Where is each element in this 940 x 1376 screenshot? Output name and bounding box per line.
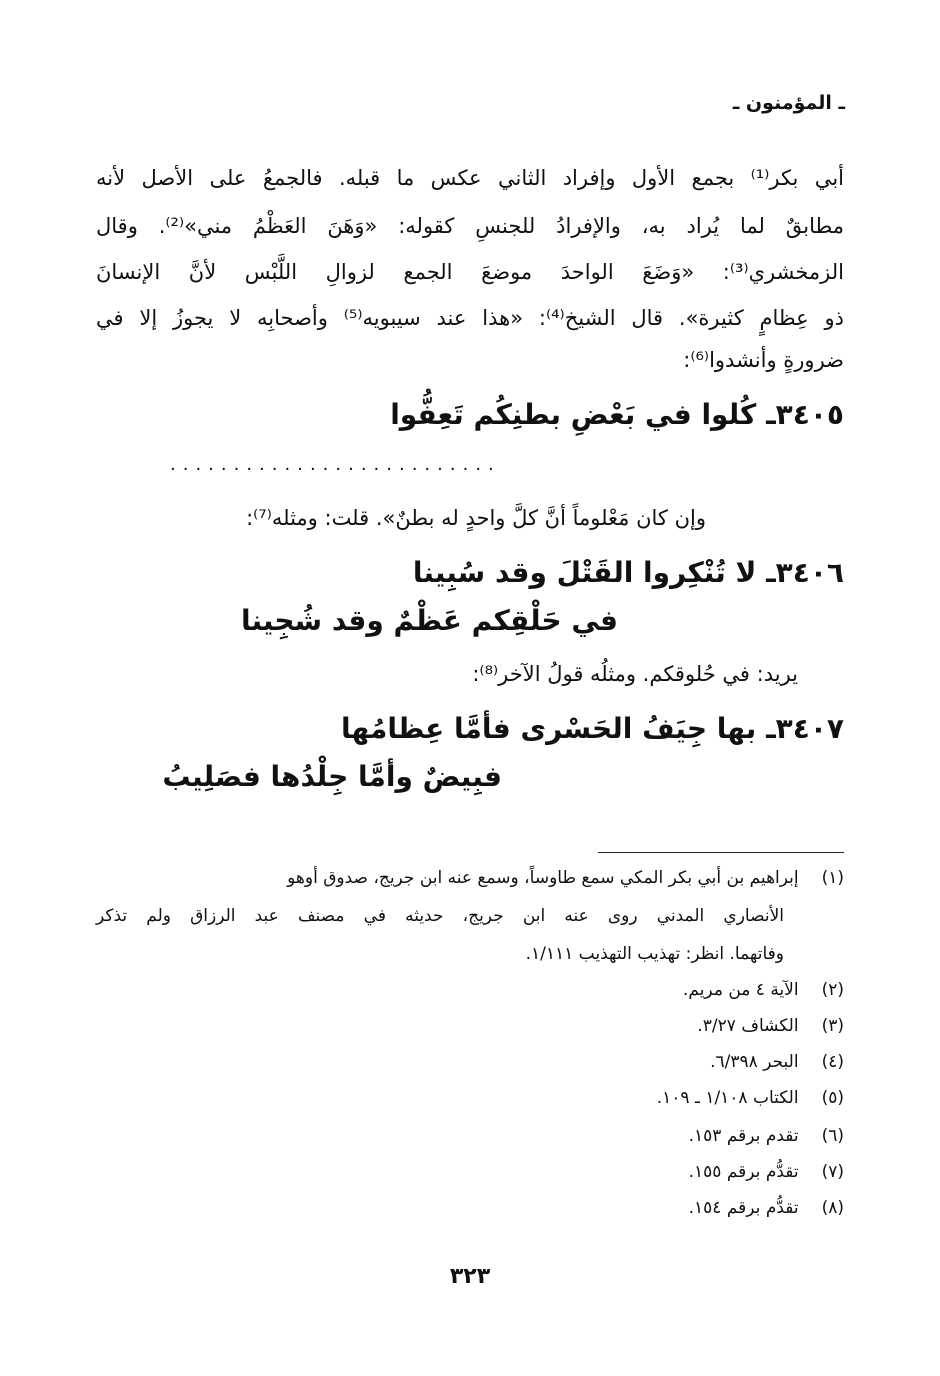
- footnote-number: (٥): [821, 1088, 844, 1108]
- intro-line-5: ضرورةٍ وأنشدوا⁽⁶⁾:: [683, 348, 844, 372]
- verse-3405: [390, 398, 844, 431]
- paragraph-3-text: يريد: في حُلوقكم. ومثلُه قولُ الآخر⁽⁸⁾:: [472, 662, 798, 686]
- footnote-number: (٨): [821, 1198, 844, 1218]
- intro-line-4: ذو عِظامٍ كثيرة». قال الشيخ⁽⁴⁾: «هذا عند سيبويه⁽⁵⁾ وأصحابِه لا يجوزُ إلا في: [96, 306, 844, 330]
- verse-line: كُلوا في بَعْضِ بطنِكُم تَعِفُّوا: [390, 398, 757, 431]
- footnote-text: إبراهيم بن أبي بكر المكي سمع طاوساً، وسمع عنه ابن جريج، صدوق أوهو: [287, 868, 799, 888]
- footnote-separator: [598, 852, 844, 853]
- footnote-text: تقدُّم برقم ١٥٥.: [688, 1162, 799, 1182]
- footnote-text: تقدُّم برقم ١٥٤.: [688, 1198, 799, 1218]
- footnote-number: (٧): [821, 1162, 844, 1182]
- footnote-number: (٣): [821, 1016, 844, 1036]
- footnote-text: الكتاب ١/١٠٨ ـ ١٠٩.: [656, 1088, 799, 1108]
- verse-line: بها جِيَفُ الحَسْرى فأمَّا عِظامُها: [341, 712, 757, 745]
- intro-line-1: أبي بكر⁽¹⁾ بجمع الأول وإفراد الثاني عكس ما قبله. فالجمعُ على الأصل لأنه: [96, 166, 844, 190]
- footnote-6: [689, 1126, 844, 1146]
- footnote-number: (٢): [821, 980, 844, 1000]
- footnote-number: (١): [821, 868, 844, 888]
- footnote-7: [689, 1162, 844, 1182]
- footnote-text: تقدم برقم ١٥٣.: [688, 1126, 799, 1146]
- verse-number: ٣٤٠٦ـ: [766, 556, 844, 589]
- footnote-3: [697, 1016, 844, 1036]
- footnote-2: [683, 980, 844, 1000]
- footnote-1-cont-1: الأنصاري المدني روى عنه ابن جريج، حديثه في مصنف عبد الرزاق ولم تذكر: [96, 906, 784, 926]
- verse-3406-line-2: في حَلْقِكم عَظْمٌ وقد شُجِينا: [240, 604, 618, 637]
- verse-3407-line-1: [341, 712, 844, 745]
- footnote-number: (٤): [821, 1052, 844, 1072]
- footnote-8: [689, 1198, 844, 1218]
- footnote-1-cont-2: وفاتهما. انظر: تهذيب التهذيب ١/١١١.: [525, 944, 784, 964]
- footnote-text: البحر ٦/٣٩٨.: [710, 1052, 799, 1072]
- verse-3406-line-1: [413, 556, 844, 589]
- verse-3407-line-2: فبِيضٌ وأمَّا جِلْدُها فصَلِيبُ: [162, 760, 502, 793]
- verse-line: لا تُنْكِروا القَتْلَ وقد سُبِينا: [412, 556, 757, 589]
- intro-line-3: الزمخشري⁽³⁾: «وَضَعَ الواحدَ موضعَ الجمع لزوالِ اللَّبْس لأنَّ الإنسانَ: [96, 260, 844, 284]
- ellipsis-dots: ..........................: [170, 454, 501, 475]
- paragraph-2-text: وإن كان مَعْلوماً أنَّ كلَّ واحدٍ له بطنٌ». قلت: ومثله⁽⁷⁾:: [246, 506, 706, 530]
- running-header: ـ المؤمنون ـ: [732, 92, 845, 114]
- verse-number: ٣٤٠٧ـ: [766, 712, 844, 745]
- intro-line-2: مطابقٌ لما يُراد به، والإفرادُ للجنسِ كقوله: «وَهَنَ العَظْمُ مني»⁽²⁾. وقال: [96, 214, 844, 238]
- footnote-text: الكشاف ٣/٢٧.: [697, 1016, 799, 1036]
- footnote-4: [710, 1052, 844, 1072]
- footnote-text: الآية ٤ من مريم.: [682, 980, 799, 1000]
- footnote-number: (٦): [821, 1126, 844, 1146]
- footnote-5: [657, 1088, 844, 1108]
- verse-number: ٣٤٠٥ـ: [766, 398, 844, 431]
- footnote-1: [287, 868, 844, 888]
- paragraph-2: [246, 508, 844, 529]
- page-number: ٣٢٣: [449, 1264, 491, 1289]
- paragraph-3: [472, 664, 844, 685]
